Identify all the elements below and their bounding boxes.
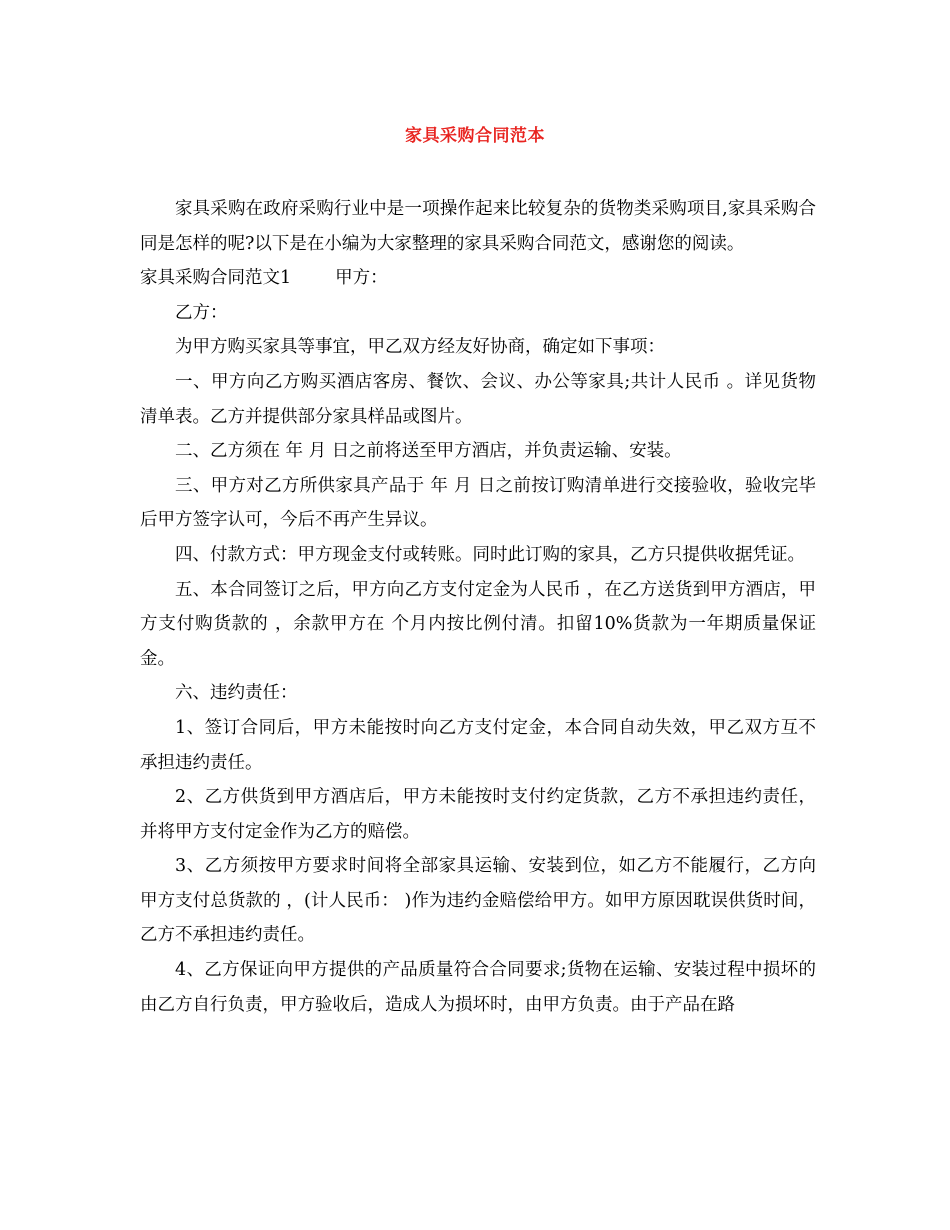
preamble-paragraph: 为甲方购买家具等事宜，甲乙双方经友好协商，确定如下事项：: [175, 337, 665, 358]
clause-2: 二、乙方须在 年 月 日之前将送至甲方酒店，并负责运输、安装。: [175, 441, 682, 462]
document-title: 家具采购合同范本: [405, 126, 545, 146]
liability-1: 1、签订合同后，甲方未能按时向乙方支付定金，本合同自动失效，甲乙双方互不承担违约责任。: [140, 717, 816, 773]
clause-3: 三、甲方对乙方所供家具产品于 年 月 日之前按订购清单进行交接验收，验收完毕后甲方签字认可，今后不再产生异议。: [140, 475, 816, 531]
intro-paragraph: 家具采购在政府采购行业中是一项操作起来比较复杂的货物类采购项目,家具采购合同是怎样的呢?以下是在小编为大家整理的家具采购合同范文，感谢您的阅读。: [140, 199, 816, 254]
section-heading: 家具采购合同范文1: [140, 268, 292, 289]
clause-1: 一、甲方向乙方购买酒店客房、餐饮、会议、办公等家具;共计人民币 。详见货物清单表。乙方并提供部分家具样品或图片。: [140, 371, 816, 427]
document-body: [140, 192, 816, 1022]
party-b-label: 乙方：: [175, 302, 228, 323]
section-heading-line: [140, 261, 816, 296]
liability-3: 3、乙方须按甲方要求时间将全部家具运输、安装到位，如乙方不能履行，乙方向甲方支付总货款的 ，(计人民币： )作为违约金赔偿给甲方。如甲方原因耽误供货时间，乙方不承担违约责任。: [140, 856, 816, 946]
clause-6: 六、违约责任：: [175, 683, 298, 704]
liability-4: 4、乙方保证向甲方提供的产品质量符合合同要求;货物在运输、安装过程中损坏的由乙方自行负责，甲方验收后，造成人为损坏时，由甲方负责。由于产品在路: [140, 960, 816, 1015]
party-a-label: 甲方：: [335, 268, 388, 289]
clause-5: 五、本合同签订之后，甲方向乙方支付定金为人民币 ，在乙方送货到甲方酒店，甲方支付购货款的 ，余款甲方在 个月内按比例付清。扣留10%货款为一年期质量保证金。: [140, 579, 816, 669]
clause-4: 四、付款方式：甲方现金支付或转账。同时此订购的家具，乙方只提供收据凭证。: [175, 544, 805, 565]
liability-2: 2、乙方供货到甲方酒店后，甲方未能按时支付约定货款，乙方不承担违约责任，并将甲方支付定金作为乙方的赔偿。: [140, 787, 816, 842]
